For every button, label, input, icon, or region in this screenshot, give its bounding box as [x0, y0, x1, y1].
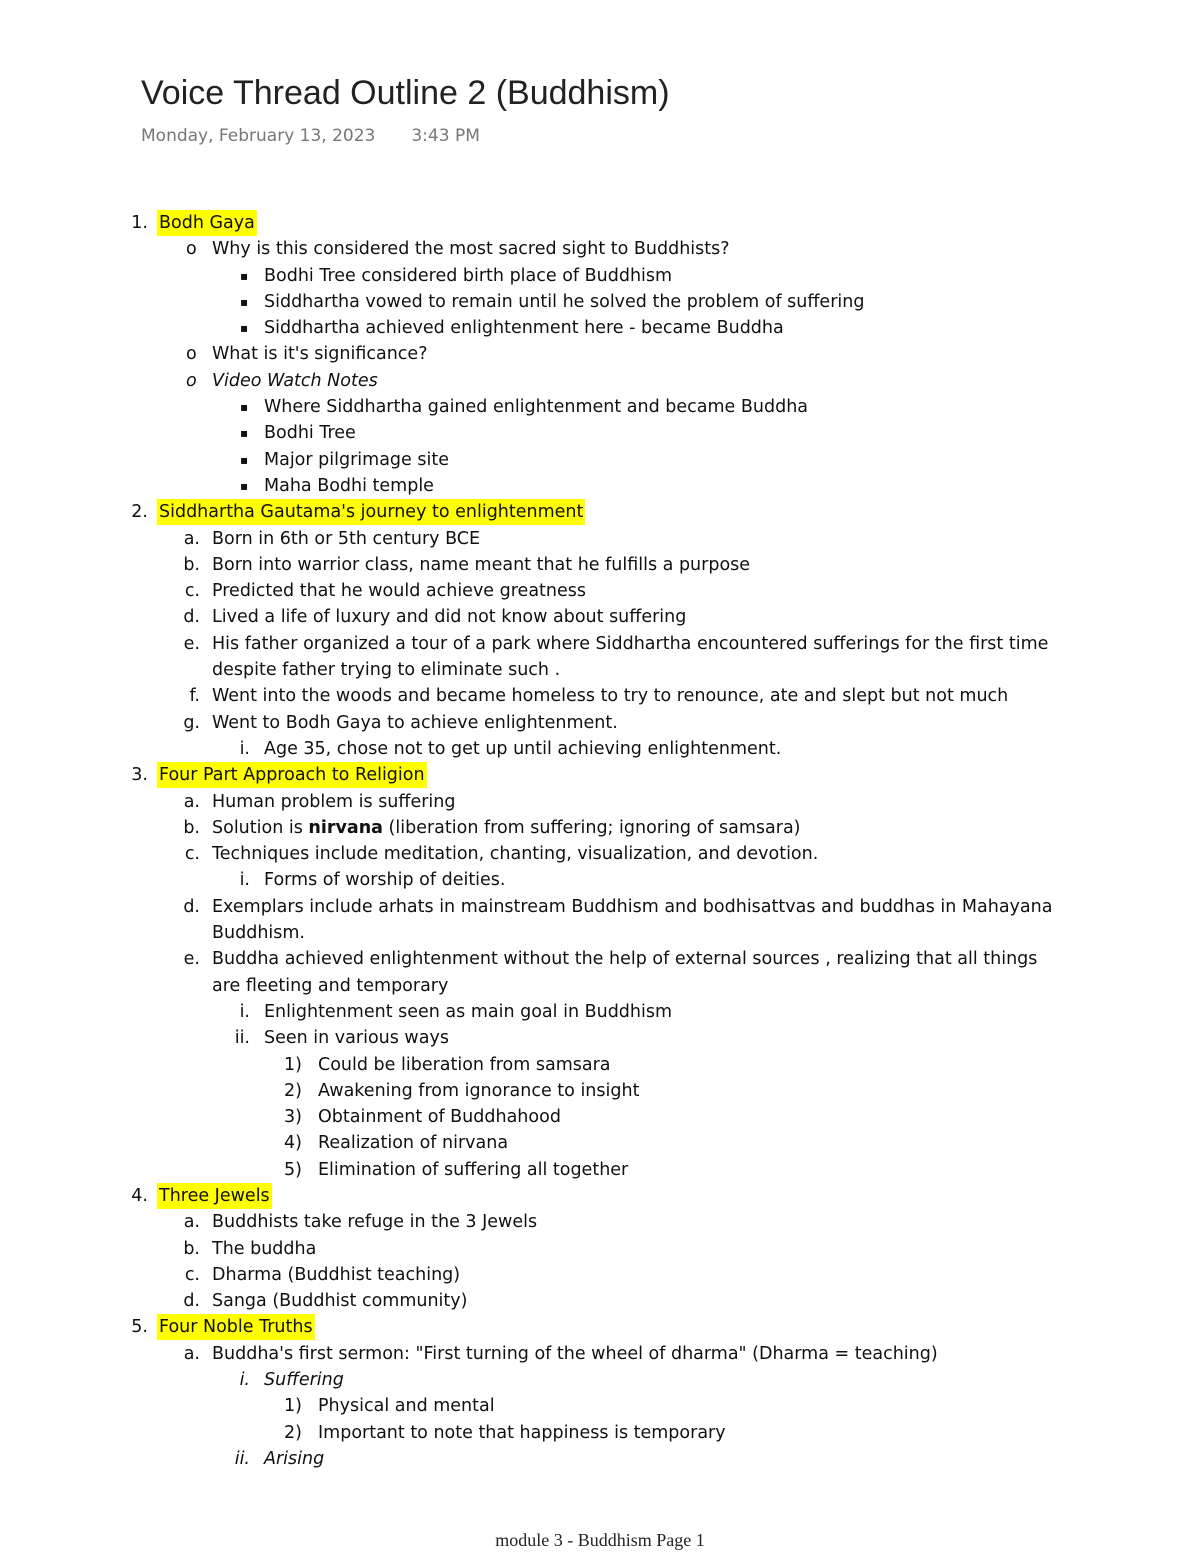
bullet-marker: ▪ — [240, 268, 249, 283]
outline-item — [0, 1367, 1200, 1393]
bullet-marker: ▪ — [240, 452, 249, 467]
outline-item — [0, 473, 1200, 499]
outline-item — [0, 1183, 1200, 1209]
outline-text: despite father trying to eliminate such . — [212, 660, 561, 681]
outline-text: Elimination of suffering all together — [318, 1159, 629, 1180]
list-number: b. — [183, 554, 200, 575]
outline-text: Seen in various ways — [264, 1028, 449, 1049]
outline-text: Major pilgrimage site — [264, 449, 449, 470]
outline-text: Maha Bodhi temple — [264, 475, 434, 496]
outline-item — [0, 1236, 1200, 1262]
outline-text: Buddhists take refuge in the 3 Jewels — [212, 1212, 538, 1233]
list-number: 1) — [284, 1054, 302, 1075]
outline-item — [0, 1052, 1200, 1078]
outline-item — [0, 1078, 1200, 1104]
outline-text: Dharma (Buddhist teaching) — [212, 1264, 461, 1285]
outline-item — [0, 420, 1200, 446]
section-heading: Bodh Gaya — [157, 210, 257, 236]
outline-text: Sanga (Buddhist community) — [212, 1291, 468, 1312]
section-heading: Siddhartha Gautama's journey to enlightenment — [157, 499, 585, 525]
outline-text: Buddhism. — [212, 923, 305, 944]
outline-text — [212, 815, 801, 841]
list-number: c. — [184, 844, 200, 865]
outline-item — [0, 341, 1200, 367]
page-date: Monday, February 13, 2023 — [141, 126, 376, 146]
outline-text: Age 35, chose not to get up until achieving enlightenment. — [264, 738, 782, 759]
outline-text: Buddha achieved enlightenment without the help of external sources , realizing that all things — [212, 949, 1038, 970]
bullet-marker: ▪ — [240, 426, 249, 441]
bullet-marker: o — [186, 239, 197, 260]
outline-text: Enlightenment seen as main goal in Buddhism — [264, 1001, 673, 1022]
outline-text: Forms of worship of deities. — [264, 870, 506, 891]
outline-item — [0, 552, 1200, 578]
outline-text: Physical and mental — [318, 1396, 495, 1417]
outline-text: What is it's significance? — [212, 344, 428, 365]
outline-item — [0, 762, 1200, 788]
outline-item — [0, 1262, 1200, 1288]
outline-text: Went to Bodh Gaya to achieve enlightenment. — [212, 712, 618, 733]
bullet-marker: o — [186, 370, 197, 391]
outline-item — [0, 683, 1200, 709]
outline-text: Born in 6th or 5th century BCE — [212, 528, 481, 549]
outline-item — [0, 1420, 1200, 1446]
list-number: g. — [183, 712, 200, 733]
outline-list — [0, 210, 1200, 1472]
list-number: b. — [183, 1238, 200, 1259]
list-number: ii. — [234, 1028, 250, 1049]
outline-text: Buddha's first sermon: "First turning of the wheel of dharma" (Dharma = teaching) — [212, 1343, 938, 1364]
outline-text: Exemplars include arhats in mainstream Buddhism and bodhisattvas and buddhas in Mahayana — [212, 896, 1053, 917]
outline-text: Bodhi Tree — [264, 423, 356, 444]
outline-item — [0, 841, 1200, 867]
outline-text: Could be liberation from samsara — [318, 1054, 611, 1075]
outline-item — [0, 1446, 1200, 1472]
list-number: f. — [189, 686, 200, 707]
section-heading: Four Noble Truths — [157, 1314, 315, 1340]
list-number: d. — [183, 607, 200, 628]
outline-text: Important to note that happiness is temporary — [318, 1422, 726, 1443]
outline-item — [0, 315, 1200, 341]
outline-text: Predicted that he would achieve greatness — [212, 581, 586, 602]
list-number: 3. — [131, 765, 148, 786]
list-number: ii. — [234, 1448, 250, 1469]
outline-text: Awakening from ignorance to insight — [318, 1080, 640, 1101]
list-number: e. — [183, 949, 200, 970]
list-number: 2) — [284, 1080, 302, 1101]
outline-text: are fleeting and temporary — [212, 975, 449, 996]
list-number: 4. — [131, 1185, 148, 1206]
list-number: e. — [183, 633, 200, 654]
outline-text: Video Watch Notes — [212, 370, 378, 391]
outline-text: Why is this considered the most sacred sight to Buddhists? — [212, 239, 730, 260]
page-time: 3:43 PM — [411, 126, 480, 146]
outline-item — [0, 447, 1200, 473]
outline-item — [0, 1341, 1200, 1367]
outline-item — [0, 894, 1200, 920]
outline-text: Human problem is suffering — [212, 791, 456, 812]
outline-item — [0, 946, 1200, 972]
outline-text: Realization of nirvana — [318, 1133, 509, 1154]
list-number: a. — [183, 1212, 200, 1233]
outline-item — [0, 999, 1200, 1025]
list-number: i. — [239, 738, 250, 759]
outline-item — [0, 815, 1200, 841]
outline-item — [0, 736, 1200, 762]
list-number: 2) — [284, 1422, 302, 1443]
outline-item — [0, 289, 1200, 315]
outline-item — [0, 1025, 1200, 1051]
outline-text: Born into warrior class, name meant that he fulfills a purpose — [212, 554, 751, 575]
list-number: c. — [184, 581, 200, 602]
outline-item — [0, 526, 1200, 552]
list-number: 2. — [131, 502, 148, 523]
outline-item — [0, 210, 1200, 236]
outline-text: Bodhi Tree considered birth place of Buddhism — [264, 265, 673, 286]
outline-text: Arising — [264, 1448, 325, 1469]
outline-item — [0, 604, 1200, 630]
outline-item — [0, 236, 1200, 262]
bullet-marker: ▪ — [240, 400, 249, 415]
outline-text: Suffering — [264, 1370, 344, 1391]
outline-item — [0, 578, 1200, 604]
list-number: 3) — [284, 1107, 302, 1128]
outline-item — [0, 1104, 1200, 1130]
outline-item — [0, 657, 1200, 683]
outline-item — [0, 1314, 1200, 1340]
section-heading: Four Part Approach to Religion — [157, 762, 427, 788]
outline-text: Went into the woods and became homeless to try to renounce, ate and slept but not much — [212, 686, 1009, 707]
outline-text: Obtainment of Buddhahood — [318, 1107, 561, 1128]
outline-text: Siddhartha achieved enlightenment here - became Buddha — [264, 318, 784, 339]
bullet-marker: ▪ — [240, 321, 249, 336]
outline-item — [0, 920, 1200, 946]
list-number: a. — [183, 1343, 200, 1364]
outline-text: His father organized a tour of a park where Siddhartha encountered sufferings for the first time — [212, 633, 1049, 654]
page-timestamp — [141, 126, 480, 146]
outline-item — [0, 1130, 1200, 1156]
section-heading: Three Jewels — [157, 1183, 272, 1209]
outline-item — [0, 1157, 1200, 1183]
page-title: Voice Thread Outline 2 (Buddhism) — [141, 74, 670, 112]
list-number: 5) — [284, 1159, 302, 1180]
list-number: a. — [183, 791, 200, 812]
list-number: 5. — [131, 1317, 148, 1338]
outline-item — [0, 394, 1200, 420]
list-number: b. — [183, 817, 200, 838]
outline-item — [0, 789, 1200, 815]
bullet-marker: ▪ — [240, 478, 249, 493]
outline-text: Lived a life of luxury and did not know about suffering — [212, 607, 687, 628]
list-number: d. — [183, 896, 200, 917]
outline-item — [0, 710, 1200, 736]
page-footer: module 3 - Buddhism Page 1 — [495, 1530, 705, 1550]
outline-item — [0, 368, 1200, 394]
outline-item — [0, 973, 1200, 999]
outline-text: Siddhartha vowed to remain until he solved the problem of suffering — [264, 291, 865, 312]
outline-text: Techniques include meditation, chanting, visualization, and devotion. — [212, 844, 819, 865]
outline-item — [0, 1393, 1200, 1419]
list-number: a. — [183, 528, 200, 549]
list-number: 1) — [284, 1396, 302, 1417]
outline-item — [0, 499, 1200, 525]
outline-item — [0, 263, 1200, 289]
outline-text-pre: Solution is — [212, 817, 309, 838]
outline-text-post: (liberation from suffering; ignoring of samsara) — [382, 817, 801, 838]
outline-item — [0, 631, 1200, 657]
outline-text-bold: nirvana — [308, 817, 383, 838]
bullet-marker: o — [186, 344, 197, 365]
list-number: i. — [239, 1001, 250, 1022]
list-number: i. — [239, 870, 250, 891]
outline-text: Where Siddhartha gained enlightenment and became Buddha — [264, 397, 809, 418]
list-number: c. — [184, 1264, 200, 1285]
outline-item — [0, 1288, 1200, 1314]
list-number: 4) — [284, 1133, 302, 1154]
bullet-marker: ▪ — [240, 294, 249, 309]
list-number: i. — [239, 1370, 250, 1391]
outline-item — [0, 867, 1200, 893]
outline-item — [0, 1209, 1200, 1235]
list-number: d. — [183, 1291, 200, 1312]
outline-text: The buddha — [212, 1238, 317, 1259]
list-number: 1. — [131, 213, 148, 233]
